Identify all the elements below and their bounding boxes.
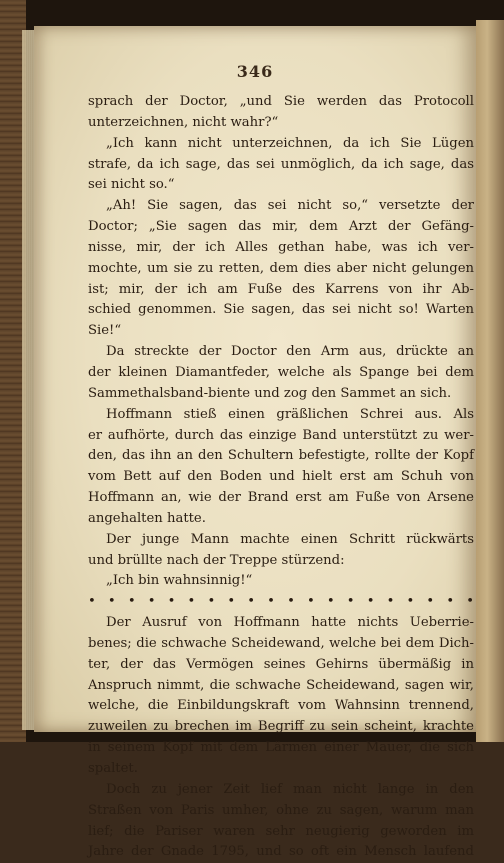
text-line: lief; die Pariser waren sehr neugierig geworden im <box>88 823 474 839</box>
body-text <box>88 92 474 863</box>
text-line: Sie!“ <box>88 323 122 339</box>
text-line: er aufhörte, durch das einzige Band unterstützt zu wer- <box>88 427 474 443</box>
text-line: welche, die Einbildungskraft vom Wahnsinn trennend, <box>88 698 474 714</box>
text-line: schied genommen. Sie sagen, das sei nicht so! Warten <box>88 302 474 318</box>
text-line: mochte, um sie zu retten, dem dies aber nicht gelungen <box>88 260 474 276</box>
text-line: zuweilen zu brechen im Begriff zu sein scheint, krachte <box>88 719 474 735</box>
text-line: den, das ihn an den Schultern befestigte, rollte der Kopf <box>88 448 474 464</box>
page-edges-right <box>476 20 504 742</box>
text-line: angehalten hatte. <box>88 510 206 526</box>
text-line: sei nicht so.“ <box>88 177 175 193</box>
text-line: Straßen von Paris umher, ohne zu sagen, warum man <box>88 802 474 818</box>
text-line: Sammethalsband-biente und zog den Sammet an sich. <box>88 385 452 401</box>
text-line: in seinem Kopf mit dem Lärmen einer Mauer, die sich <box>88 740 474 756</box>
text-line: ist; mir, der ich am Fuße des Karrens von ihr Ab- <box>88 281 474 297</box>
book-page <box>34 26 476 860</box>
text-line: Der junge Mann machte einen Schritt rückwärts <box>106 531 474 547</box>
text-line: Der Ausruf von Hoffmann hatte nichts Ueberrie- <box>106 615 474 631</box>
text-line: Doctor; „Sie sagen das mir, dem Arzt der Gefäng- <box>88 219 474 235</box>
text-line: „Ich kann nicht unterzeichnen, da ich Sie Lügen <box>106 135 474 151</box>
text-line: unterzeichnen, nicht wahr?“ <box>88 114 279 130</box>
text-line: Jahre der Gnade 1795, und so oft ein Mensch laufend <box>88 844 474 860</box>
text-line: nisse, mir, der ich Alles gethan habe, was ich ver- <box>88 239 474 255</box>
text-line: sprach der Doctor, „und Sie werden das Protocoll <box>88 94 474 109</box>
text-line: Hoffmann stieß einen gräßlichen Schrei aus. Als <box>106 406 474 422</box>
text-line: benes; die schwache Scheidewand, welche bei dem Dich- <box>88 635 474 651</box>
text-line: und brüllte nach der Treppe stürzend: <box>88 552 345 568</box>
text-line: „Ich bin wahnsinnig!“ <box>106 573 253 589</box>
text-line: Doch zu jener Zeit lief man nicht lange in den <box>106 781 474 797</box>
text-line: Anspruch nimmt, die schwache Scheidewand, sagen wir, <box>88 677 474 693</box>
text-line: Da streckte der Doctor den Arm aus, drückte an <box>106 344 474 360</box>
text-line: spaltet. <box>88 761 138 776</box>
text-line: ter, der das Vermögen seines Gehirns übermäßig in <box>88 656 474 672</box>
text-line: der kleinen Diamantfeder, welche als Spange bei dem <box>88 364 474 380</box>
page-number: 346 <box>236 62 274 81</box>
text-line: • • • • • • • • • • • • • • • • • • • • <box>88 594 474 610</box>
text-line: strafe, da ich sage, das sei unmöglich, da ich sage, das <box>88 156 474 172</box>
text-line: Hoffmann an, wie der Brand erst am Fuße von Arsene <box>88 490 474 506</box>
text-line: vom Bett auf den Boden und hielt erst am Schuh von <box>88 469 474 485</box>
text-line: „Ah! Sie sagen, das sei nicht so,“ versetzte der <box>106 198 474 214</box>
